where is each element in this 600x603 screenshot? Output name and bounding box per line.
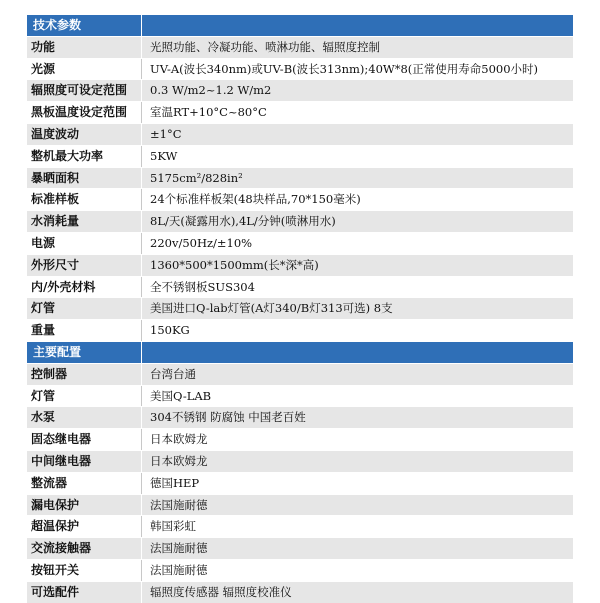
spec-label: 水消耗量 [27, 211, 141, 232]
spec-label: 光源 [27, 59, 141, 80]
spec-row [27, 145, 573, 167]
spec-row [27, 232, 573, 254]
spec-row [27, 363, 573, 385]
spec-value: 美国Q-LAB [141, 386, 573, 407]
spec-label: 电源 [27, 233, 141, 254]
spec-value: 304不锈钢 防腐蚀 中国老百姓 [141, 407, 573, 428]
spec-row [27, 494, 573, 516]
spec-label: 黑板温度设定范围 [27, 102, 141, 123]
spec-row [27, 515, 573, 537]
spec-label: 整机最大功率 [27, 146, 141, 167]
section-title: 主要配置 [33, 344, 82, 359]
spec-value: 室温RT+10°C~80°C [141, 102, 573, 123]
spec-row [27, 472, 573, 494]
spec-label: 交流接触器 [27, 538, 141, 559]
spec-row [27, 406, 573, 428]
spec-row [27, 450, 573, 472]
spec-row [27, 36, 573, 58]
spec-value: 220v/50Hz/±10% [141, 233, 573, 254]
spec-row [27, 319, 573, 341]
spec-label: 超温保护 [27, 516, 141, 537]
spec-label: 控制器 [27, 364, 141, 385]
spec-label: 整流器 [27, 473, 141, 494]
spec-label: 中间继电器 [27, 451, 141, 472]
spec-label: 漏电保护 [27, 495, 141, 516]
spec-value: 日本欧姆龙 [141, 451, 573, 472]
spec-label: 功能 [27, 37, 141, 58]
spec-label: 外形尺寸 [27, 255, 141, 276]
spec-row [27, 428, 573, 450]
spec-value: 150KG [141, 320, 573, 341]
spec-label: 可选配件 [27, 582, 141, 603]
spec-value: 辐照度传感器 辐照度校准仪 [141, 582, 573, 603]
spec-row [27, 385, 573, 407]
spec-label: 灯管 [27, 298, 141, 319]
section-header-fill [141, 15, 573, 36]
spec-label: 固态继电器 [27, 429, 141, 450]
spec-value: 法国施耐德 [141, 538, 573, 559]
spec-value: 0.3 W/m2~1.2 W/m2 [141, 80, 573, 101]
spec-label: 温度波动 [27, 124, 141, 145]
spec-value: 1360*500*1500mm(长*深*高) [141, 255, 573, 276]
spec-row [27, 297, 573, 319]
spec-value: UV-A(波长340nm)或UV-B(波长313nm);40W*8(正常使用寿命5000小时) [141, 59, 573, 80]
spec-value: 韩国彩虹 [141, 516, 573, 537]
spec-value: 日本欧姆龙 [141, 429, 573, 450]
spec-row [27, 101, 573, 123]
spec-value: ±1°C [141, 124, 573, 145]
spec-row [27, 210, 573, 232]
spec-value: 24个标准样板架(48块样品,70*150毫米) [141, 189, 573, 210]
section-header [27, 14, 573, 36]
spec-row [27, 123, 573, 145]
spec-value: 全不锈钢板SUS304 [141, 277, 573, 298]
spec-label: 灯管 [27, 386, 141, 407]
spec-value: 法国施耐德 [141, 560, 573, 581]
spec-value: 光照功能、冷凝功能、喷淋功能、辐照度控制 [141, 37, 573, 58]
spec-label: 标准样板 [27, 189, 141, 210]
section-header-fill [141, 342, 573, 363]
spec-label: 暴晒面积 [27, 168, 141, 189]
spec-value: 5KW [141, 146, 573, 167]
spec-row [27, 559, 573, 581]
spec-label: 水泵 [27, 407, 141, 428]
spec-value: 5175cm²/828in² [141, 168, 573, 189]
spec-table [27, 14, 573, 603]
spec-row [27, 58, 573, 80]
spec-value: 美国进口Q-lab灯管(A灯340/B灯313可选) 8支 [141, 298, 573, 319]
spec-row [27, 167, 573, 189]
spec-value: 法国施耐德 [141, 495, 573, 516]
spec-row [27, 537, 573, 559]
spec-row [27, 276, 573, 298]
spec-row [27, 188, 573, 210]
spec-label: 内/外壳材料 [27, 277, 141, 298]
spec-value: 8L/天(凝露用水),4L/分钟(喷淋用水) [141, 211, 573, 232]
spec-row [27, 79, 573, 101]
spec-label: 辐照度可设定范围 [27, 80, 141, 101]
spec-label: 按钮开关 [27, 560, 141, 581]
spec-value: 台湾台通 [141, 364, 573, 385]
spec-row [27, 581, 573, 603]
spec-value: 德国HEP [141, 473, 573, 494]
spec-label: 重量 [27, 320, 141, 341]
section-header [27, 341, 573, 363]
section-title: 技术参数 [33, 18, 82, 32]
spec-row [27, 254, 573, 276]
